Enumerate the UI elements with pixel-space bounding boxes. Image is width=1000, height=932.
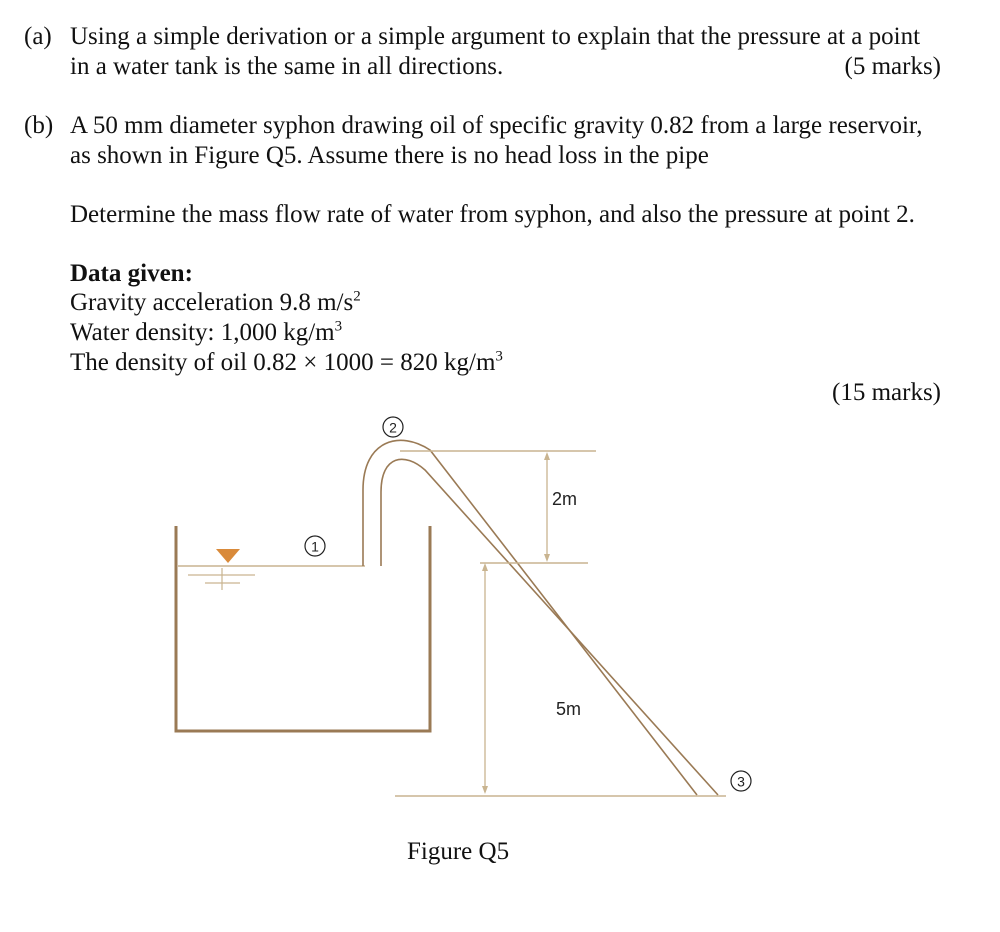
part-a-label: (a) xyxy=(24,23,52,50)
point-3-label: 3 xyxy=(737,773,745,790)
reservoir-tank xyxy=(176,526,430,731)
syphon-pipe-inner-wall xyxy=(381,459,718,795)
water-level-marker-icon xyxy=(216,549,240,563)
data-gravity: Gravity acceleration 9.8 $m/s^2$ xyxy=(70,288,361,316)
dimension-label-5m: 5m xyxy=(556,699,582,719)
figure-caption: Figure Q5 xyxy=(407,838,510,865)
point-2-label: 2 xyxy=(389,419,397,436)
part-b-marks: (15 marks) xyxy=(832,379,941,406)
arrowhead-icon xyxy=(482,786,488,794)
part-a-text-line2: in a water tank is the same in all directions. xyxy=(70,53,504,80)
data-given-heading: Data given: xyxy=(70,260,193,287)
point-1-label: 1 xyxy=(311,538,319,555)
part-a-text-line1: Using a simple derivation or a simple argument to explain that the pressure at a point xyxy=(70,23,921,50)
data-water-density: Water density: 1,000 $kg/m^3$ xyxy=(70,318,343,346)
part-a-marks: (5 marks) xyxy=(844,53,941,80)
part-b-task: Determine the mass flow rate of water from syphon, and also the pressure at point 2. xyxy=(70,201,915,228)
data-oil-density: The density of oil 0.82 × 1000 = 820 $kg/m^3$ xyxy=(70,348,503,376)
part-b-text-line2: as shown in Figure Q5. Assume there is no head loss in the pipe xyxy=(70,142,709,169)
dimension-label-2m: 2m xyxy=(552,489,578,509)
syphon-pipe-outer-wall xyxy=(363,440,697,795)
arrowhead-icon xyxy=(544,554,550,562)
arrowhead-icon xyxy=(544,452,550,460)
arrowhead-icon xyxy=(482,563,488,571)
part-b-text-line1: A 50 mm diameter syphon drawing oil of specific gravity 0.82 from a large reservoir, xyxy=(70,112,923,139)
part-b-label: (b) xyxy=(24,112,54,139)
